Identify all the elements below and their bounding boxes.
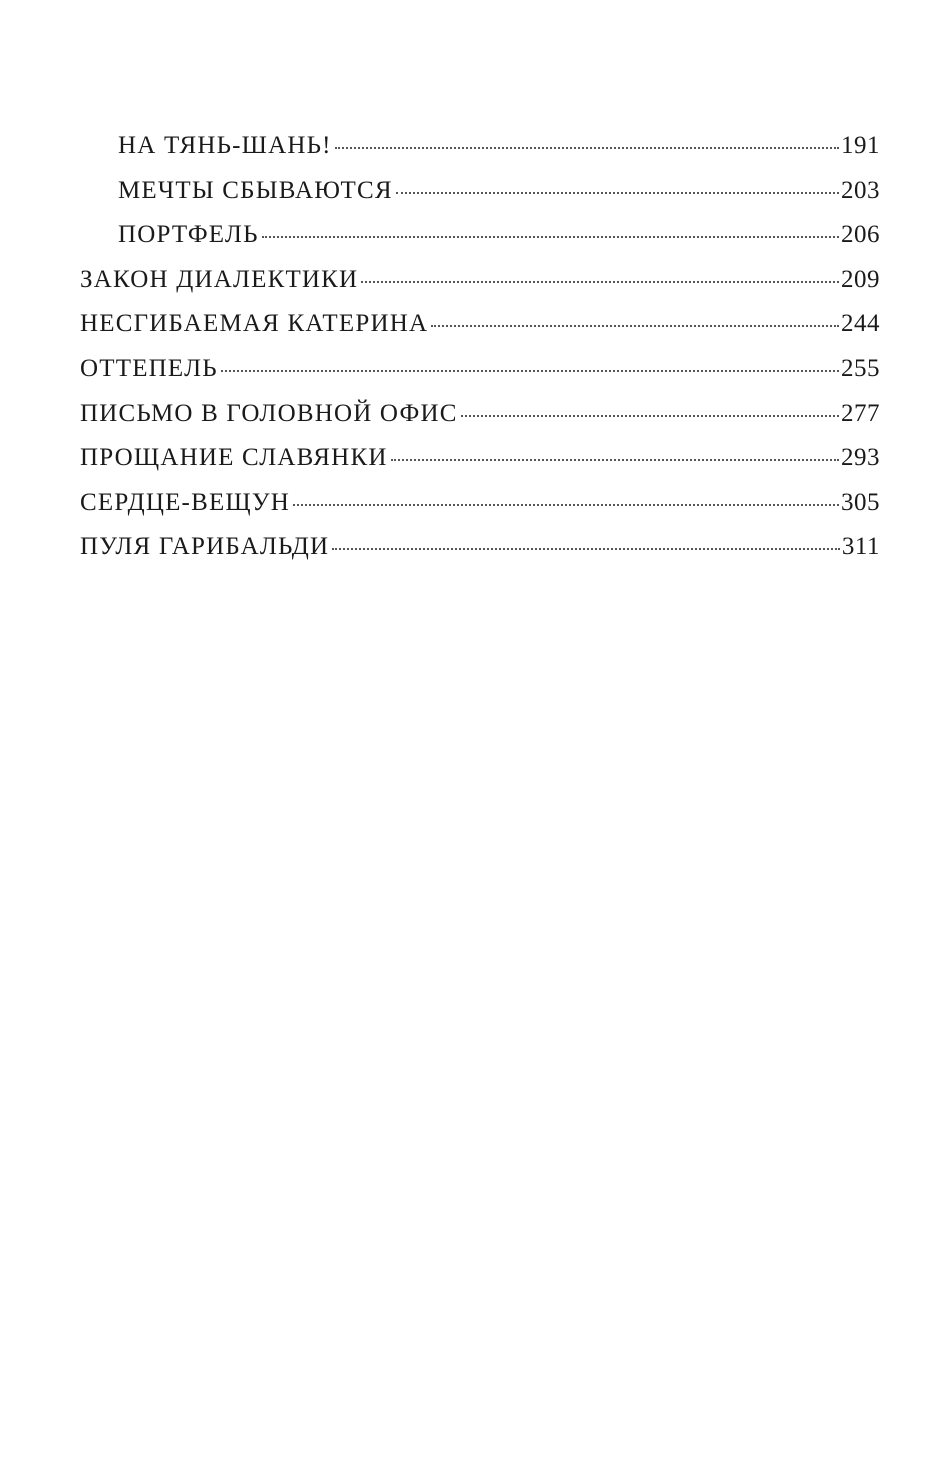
dot-leader bbox=[461, 415, 839, 417]
toc-entry-page: 293 bbox=[841, 444, 880, 472]
toc-entry-title: ЗАКОН ДИАЛЕКТИКИ bbox=[80, 265, 359, 293]
toc-entry-page: 206 bbox=[841, 221, 880, 249]
toc-entry[interactable] bbox=[80, 444, 880, 489]
dot-leader bbox=[221, 370, 839, 372]
toc-entry-page: 191 bbox=[841, 132, 880, 159]
toc-entry-title: ПОРТФЕЛЬ bbox=[118, 221, 259, 249]
toc-entry-title: ПИСЬМО В ГОЛОВНОЙ ОФИС bbox=[80, 399, 458, 427]
toc-entry-page: 277 bbox=[841, 399, 880, 427]
toc-entry-title: ОТТЕПЕЛЬ bbox=[80, 354, 218, 382]
toc-entry[interactable] bbox=[80, 177, 880, 222]
toc-entry[interactable] bbox=[80, 132, 880, 177]
dot-leader bbox=[293, 504, 839, 506]
toc-entry[interactable] bbox=[80, 310, 880, 355]
dot-leader bbox=[396, 192, 839, 194]
toc-entry-title: НЕСГИБАЕМАЯ КАТЕРИНА bbox=[80, 310, 429, 338]
dot-leader bbox=[332, 548, 840, 550]
toc-entry-page: 209 bbox=[841, 265, 880, 293]
toc-entry-title: СЕРДЦЕ-ВЕЩУН bbox=[80, 488, 290, 516]
toc-entry[interactable] bbox=[80, 489, 880, 534]
dot-leader bbox=[361, 281, 839, 283]
table-of-contents bbox=[80, 132, 880, 578]
toc-entry[interactable] bbox=[80, 221, 880, 266]
toc-entry-page: 244 bbox=[841, 310, 880, 338]
toc-entry[interactable] bbox=[80, 266, 880, 311]
toc-entry-page: 311 bbox=[841, 533, 880, 561]
toc-entry-page: 203 bbox=[841, 176, 880, 204]
toc-entry-title: ПУЛЯ ГАРИБАЛЬДИ bbox=[80, 533, 330, 561]
toc-entry-page: 255 bbox=[841, 354, 880, 382]
dot-leader bbox=[335, 147, 839, 149]
toc-entry-title: НА ТЯНЬ-ШАНЬ! bbox=[118, 132, 332, 159]
dot-leader bbox=[262, 236, 839, 238]
toc-entry[interactable] bbox=[80, 533, 880, 578]
toc-entry[interactable] bbox=[80, 355, 880, 400]
toc-entry[interactable] bbox=[80, 400, 880, 445]
toc-entry-page: 305 bbox=[841, 488, 880, 516]
toc-entry-title: МЕЧТЫ СБЫВАЮТСЯ bbox=[118, 176, 393, 204]
dot-leader bbox=[431, 325, 839, 327]
toc-entry-title: ПРОЩАНИЕ СЛАВЯНКИ bbox=[80, 444, 388, 472]
dot-leader bbox=[391, 459, 839, 461]
